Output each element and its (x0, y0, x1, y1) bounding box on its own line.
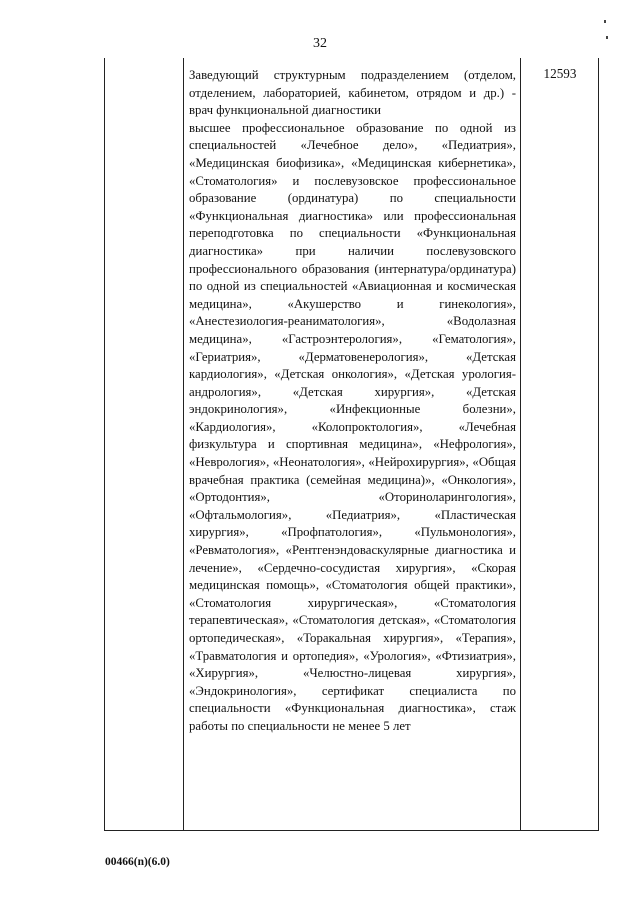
qualification-requirements: высшее профессиональное образование по одной из специальностей «Лечебное дело», «Педиатрия», «Медицинская биофизика», «Медицинская кибернетика», «Стоматология» и послевузовское профессиональное образование (ординатура) по специальности «Функциональная диагностика» или профессиональная переподготовка по специальности «Функциональная диагностика» при наличии послевузовского профессионального образования (интернатура/ординатура) по одной из специальностей «Авиационная и космическая медицина», «Акушерство и гинекология», «Анестезиология-реаниматология», «Водолазная медицина», «Гастроэнтерология», «Гематология», «Гериатрия», «Дерматовенерология», «Детская кардиология», «Детская онкология», «Детская урология-андрология», «Детская хирургия», «Детская эндокринология», «Инфекционные болезни», «Кардиология», «Колопроктология», «Лечебная физкультура и спортивная медицина», «Нефрология», «Неврология», «Неонатология», «Нейрохирургия», «Общая врачебная практика (семейная медицина)», «Онкология», «Ортодонтия», «Оториноларингология», «Офтальмология», «Педиатрия», «Пластическая хирургия», «Профпатология», «Пульмонология», «Ревматология», «Рентгенэндоваскулярные диагностика и лечение», «Сердечно-сосудистая хирургия», «Скорая медицинская помощь», «Стоматология общей практики», «Стоматология хирургическая», «Стоматология терапевтическая», «Стоматология детская», «Стоматология ортопедическая», «Торакальная хирургия», «Терапия», «Травматология и ортопедия», «Урология», «Фтизиатрия», «Хирургия», «Челюстно-лицевая хирургия», «Эндокринология», сертификат специалиста по специальности «Функциональная диагностика», стаж работы по специальности не менее 5 лет (189, 120, 516, 733)
position-cell (189, 67, 516, 736)
document-footer-code: 00466(n)(6.0) (105, 856, 170, 868)
scan-speck (606, 36, 608, 39)
page-number: 32 (313, 36, 327, 51)
scan-speck (604, 20, 606, 23)
table-column-divider (183, 58, 184, 831)
table-column-divider (520, 58, 521, 831)
qualification-code: 12593 (543, 66, 577, 81)
position-title: Заведующий структурным подразделением (отделом, отделением, лабораторией, кабинетом, отрядом и др.) - врач функциональной диагностики (189, 68, 516, 118)
